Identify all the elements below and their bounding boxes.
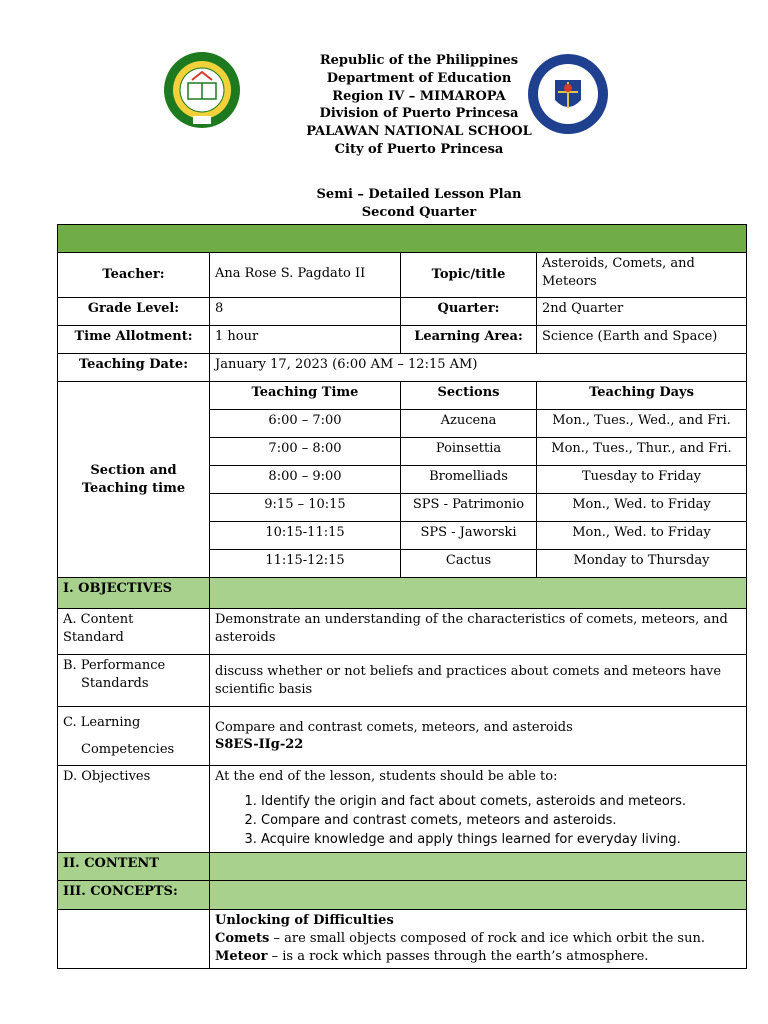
content-heading-row <box>58 853 747 881</box>
plan-subtitle: Second Quarter <box>361 205 477 220</box>
concept-term: Meteor <box>215 949 268 964</box>
document-header <box>0 52 768 162</box>
concept-term: Comets <box>215 931 270 946</box>
area-label: Learning Area: <box>401 326 537 354</box>
objectives-heading: I. OBJECTIVES <box>58 578 210 609</box>
teacher-row <box>58 253 747 298</box>
objectives-label: D. Objectives <box>58 766 210 853</box>
schedule-time: 7:00 – 8:00 <box>210 438 401 466</box>
schedule-header-row <box>58 382 747 410</box>
competencies-label-2: Competencies <box>81 742 175 757</box>
schedule-section: SPS - Jaworski <box>401 522 537 550</box>
content-standard-row <box>58 609 747 655</box>
schedule-time: 10:15-11:15 <box>210 522 401 550</box>
concepts-subheading: Unlocking of Difficulties <box>215 913 394 928</box>
header-line-1: Republic of the Philippines <box>319 53 519 68</box>
content-heading: II. CONTENT <box>58 853 210 881</box>
schedule-label <box>58 382 210 578</box>
schedule-days: Mon., Tues., Wed., and Fri. <box>537 410 747 438</box>
quarter-label: Quarter: <box>401 298 537 326</box>
area-value: Science (Earth and Space) <box>537 326 747 354</box>
content-standard-value: Demonstrate an understanding of the characteristics of comets, meteors, and asteroids <box>210 609 747 655</box>
quarter-value: 2nd Quarter <box>537 298 747 326</box>
schedule-section: SPS - Patrimonio <box>401 494 537 522</box>
competencies-label <box>58 707 210 766</box>
objectives-value <box>210 766 747 853</box>
schedule-days: Tuesday to Friday <box>537 466 747 494</box>
header-line-5: PALAWAN NATIONAL SCHOOL <box>306 124 532 140</box>
list-item: 2. Compare and contrast comets, meteors and asteroids. <box>261 811 741 830</box>
competencies-value <box>210 707 747 766</box>
schedule-section: Cactus <box>401 550 537 578</box>
schedule-time: 9:15 – 10:15 <box>210 494 401 522</box>
competencies-label-1: C. Learning <box>63 715 141 730</box>
schedule-header-time: Teaching Time <box>210 382 401 410</box>
schedule-days: Mon., Tues., Thur., and Fri. <box>537 438 747 466</box>
time-row <box>58 326 747 354</box>
performance-label-2: Standards <box>81 675 149 691</box>
list-item: 1. Identify the origin and fact about comets, asteroids and meteors. <box>261 792 741 811</box>
time-value: 1 hour <box>210 326 401 354</box>
concepts-value <box>210 910 747 969</box>
performance-value: discuss whether or not beliefs and practices about comets and meteors have scientific basis <box>210 655 747 707</box>
concepts-heading-row <box>58 881 747 910</box>
list-item: 3. Acquire knowledge and apply things learned for everyday living. <box>261 830 741 849</box>
schedule-time: 8:00 – 9:00 <box>210 466 401 494</box>
concept-definition: – are small objects composed of rock and ice which orbit the sun. <box>269 931 705 946</box>
schedule-section: Poinsettia <box>401 438 537 466</box>
time-label: Time Allotment: <box>58 326 210 354</box>
objectives-heading-row <box>58 578 747 609</box>
schedule-section: Bromelliads <box>401 466 537 494</box>
header-line-6: City of Puerto Princesa <box>334 142 504 157</box>
concept-comets <box>215 930 741 948</box>
schedule-days: Monday to Thursday <box>537 550 747 578</box>
schedule-label-line-1: Section and <box>90 463 177 478</box>
grade-row <box>58 298 747 326</box>
performance-label <box>58 655 210 707</box>
schedule-time: 6:00 – 7:00 <box>210 410 401 438</box>
topic-value: Asteroids, Comets, and Meteors <box>537 253 747 298</box>
date-row <box>58 354 747 382</box>
schedule-days: Mon., Wed. to Friday <box>537 494 747 522</box>
date-label: Teaching Date: <box>58 354 210 382</box>
schedule-header-days: Teaching Days <box>537 382 747 410</box>
concept-meteor <box>215 948 741 966</box>
header-line-4: Division of Puerto Princesa <box>319 106 519 122</box>
content-standard-label-1: A. Content <box>63 612 134 627</box>
schedule-label-line-2: Teaching time <box>81 480 186 496</box>
competencies-row <box>58 707 747 766</box>
grade-label: Grade Level: <box>58 298 210 326</box>
date-value: January 17, 2023 (6:00 AM – 12:15 AM) <box>210 354 747 382</box>
competencies-text: Compare and contrast comets, meteors, and asteroids <box>215 719 573 735</box>
teacher-value: Ana Rose S. Pagdato II <box>210 253 401 298</box>
content-standard-label-2: Standard <box>63 629 124 645</box>
concepts-row <box>58 910 747 969</box>
grade-value: 8 <box>210 298 401 326</box>
performance-row <box>58 655 747 707</box>
concept-definition: – is a rock which passes through the earth’s atmosphere. <box>267 949 649 964</box>
objectives-list <box>215 792 741 849</box>
objectives-intro: At the end of the lesson, students should be able to: <box>215 769 558 784</box>
header-green-bar <box>58 225 747 253</box>
teacher-label: Teacher: <box>58 253 210 298</box>
schedule-time: 11:15-12:15 <box>210 550 401 578</box>
schedule-section: Azucena <box>401 410 537 438</box>
header-line-2: Department of Education <box>326 70 512 86</box>
concepts-heading: III. CONCEPTS: <box>58 881 210 910</box>
content-standard-label <box>58 609 210 655</box>
header-line-3: Region IV – MIMAROPA <box>332 88 506 104</box>
topic-label: Topic/title <box>401 253 537 298</box>
plan-title: Semi – Detailed Lesson Plan <box>316 187 522 202</box>
performance-label-1: B. Performance <box>63 658 166 673</box>
competency-code: S8ES-IIg-22 <box>215 737 304 752</box>
schedule-header-sections: Sections <box>401 382 537 410</box>
schedule-days: Mon., Wed. to Friday <box>537 522 747 550</box>
lesson-plan-table <box>57 224 747 969</box>
objectives-row <box>58 766 747 853</box>
